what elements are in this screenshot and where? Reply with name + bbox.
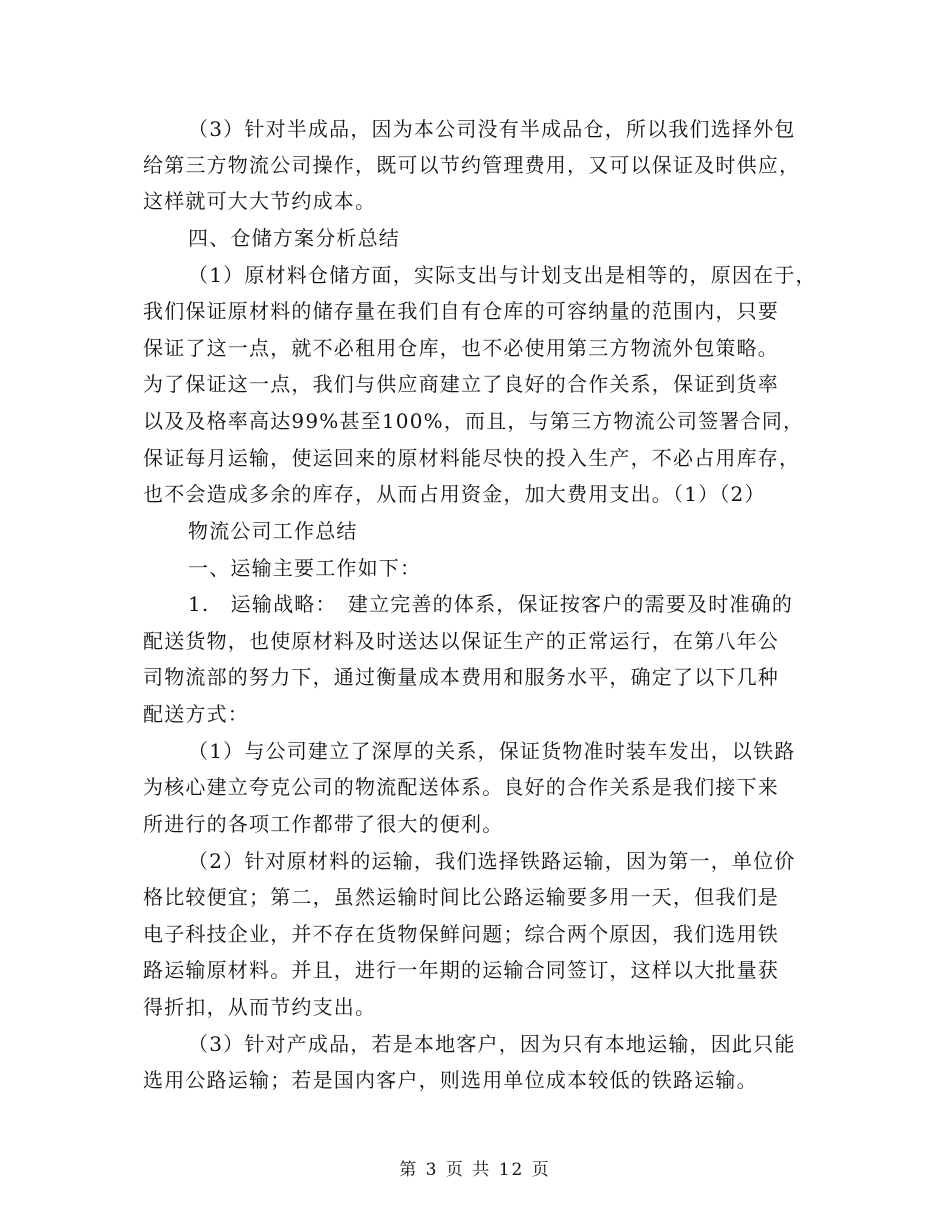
paragraph-line: 电子科技企业，并不存在货物保鲜问题；综合两个原因，我们选用铁 (143, 922, 779, 946)
paragraph-line: （3）针对半成品，因为本公司没有半成品仓，所以我们选择外包 (188, 117, 796, 141)
paragraph-line: 配送货物，也使原材料及时送达以保证生产的正常运行，在第八年公 (143, 629, 779, 653)
paragraph-line: 配送方式： (143, 702, 249, 726)
paragraph-line: 给第三方物流公司操作，既可以节约管理费用，又可以保证及时供应， (143, 153, 801, 177)
paragraph-line: 选用公路运输；若是国内客户，则选用单位成本较低的铁路运输。 (143, 1068, 758, 1092)
section-heading: 四、仓储方案分析总结 (188, 226, 400, 250)
paragraph-line: （3）针对产成品，若是本地客户，因为只有本地运输，因此只能 (188, 1032, 796, 1056)
document-title: 物流公司工作总结 (188, 519, 358, 543)
section-heading: 一、运输主要工作如下： (188, 556, 422, 580)
paragraph-line: 所进行的各项工作都带了很大的便利。 (143, 812, 504, 836)
paragraph-line: 司物流部的努力下，通过衡量成本费用和服务水平，确定了以下几种 (143, 665, 779, 689)
paragraph-line: 也不会造成多余的库存，从而占用资金，加大费用支出。（1）（2） (143, 482, 766, 506)
paragraph-line: 保证每月运输，使运回来的原材料能尽快的投入生产，不必占用库存， (143, 446, 801, 470)
paragraph-line: 我们保证原材料的储存量在我们自有仓库的可容纳量的范围内，只要 (143, 299, 779, 323)
paragraph-line: 格比较便宜；第二，虽然运输时间比公路运输要多用一天，但我们是 (143, 885, 779, 909)
paragraph-line: 1. 运输战略： 建立完善的体系，保证按客户的需要及时准确的 (188, 592, 794, 616)
paragraph-line: 以及及格率高达99%甚至100%，而且，与第三方物流公司签署合同， (143, 409, 805, 433)
paragraph-line: 为核心建立夸克公司的物流配送体系。良好的合作关系是我们接下来 (143, 775, 779, 799)
paragraph-line: （1）原材料仓储方面，实际支出与计划支出是相等的，原因在于， (188, 263, 817, 287)
page-number-footer: 第 3 页 共 12 页 (399, 1160, 551, 1180)
paragraph-line: 为了保证这一点，我们与供应商建立了良好的合作关系，保证到货率 (143, 372, 779, 396)
paragraph-line: 保证了这一点，就不必租用仓库，也不必使用第三方物流外包策略。 (143, 336, 779, 360)
paragraph-line: 这样就可大大节约成本。 (143, 189, 377, 213)
paragraph-line: （2）针对原材料的运输，我们选择铁路运输，因为第一，单位价 (188, 849, 796, 873)
paragraph-line: （1）与公司建立了深厚的关系，保证货物准时装车发出，以铁路 (188, 739, 796, 763)
paragraph-line: 路运输原材料。并且，进行一年期的运输合同签订，这样以大批量获 (143, 958, 779, 982)
paragraph-line: 得折扣，从而节约支出。 (143, 995, 377, 1019)
